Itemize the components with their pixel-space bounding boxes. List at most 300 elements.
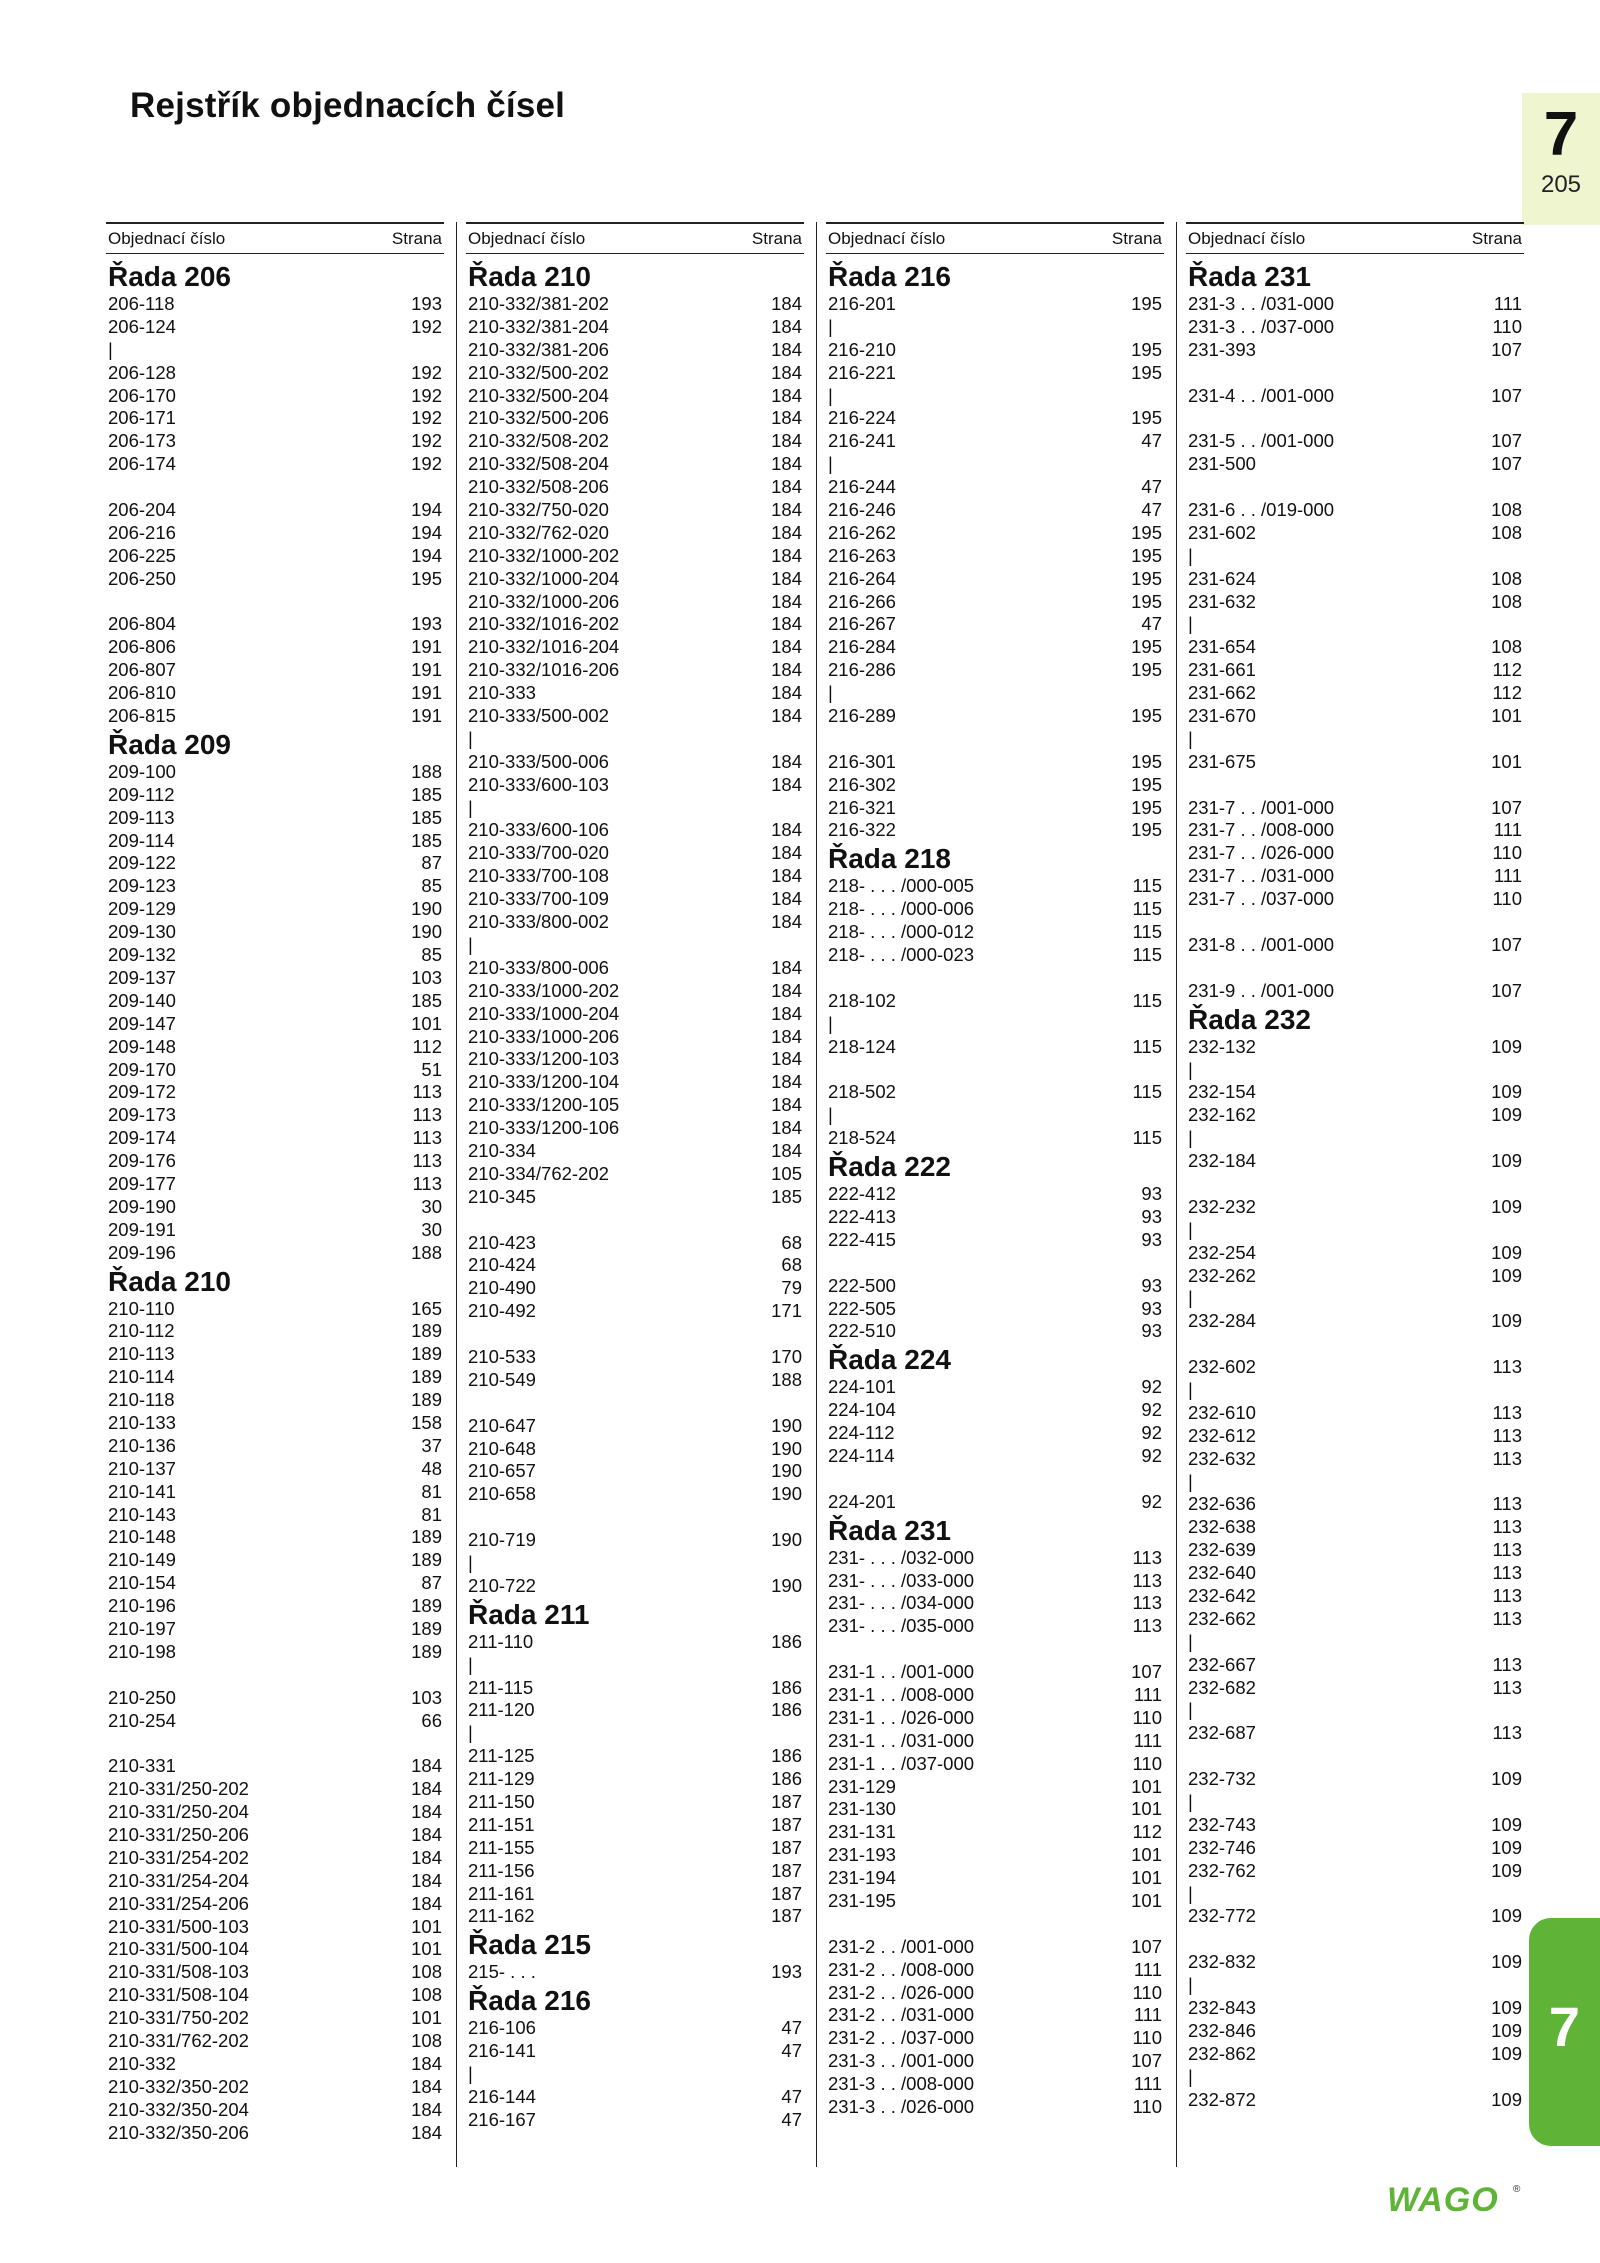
order-number: 231-131 bbox=[828, 1821, 896, 1843]
spacer bbox=[826, 1059, 1164, 1082]
page-reference: 85 bbox=[421, 875, 442, 897]
header-page: Strana bbox=[391, 228, 442, 248]
order-number: | bbox=[828, 1012, 833, 1034]
index-entry bbox=[1186, 1219, 1524, 1242]
index-entry bbox=[466, 1654, 804, 1677]
order-number: 210-196 bbox=[108, 1595, 176, 1617]
order-number: 209-170 bbox=[108, 1058, 176, 1080]
index-rows bbox=[1186, 260, 1524, 2111]
column-header bbox=[466, 222, 804, 254]
page-reference: 189 bbox=[411, 1640, 442, 1662]
page-reference: 191 bbox=[411, 636, 442, 658]
page-reference: 190 bbox=[771, 1574, 802, 1596]
index-entry bbox=[106, 545, 444, 568]
index-rows bbox=[106, 260, 444, 2144]
index-entry bbox=[826, 705, 1164, 728]
order-number: 210-331/250-204 bbox=[108, 1801, 249, 1823]
order-number: 216-262 bbox=[828, 521, 896, 543]
order-number: 210-423 bbox=[468, 1231, 536, 1253]
index-entry bbox=[466, 1140, 804, 1163]
page-reference: 107 bbox=[1491, 430, 1522, 452]
index-entry bbox=[826, 1320, 1164, 1343]
order-number: 210-333/1200-105 bbox=[468, 1094, 620, 1116]
page-reference: 115 bbox=[1132, 921, 1162, 943]
series-heading: Řada 211 bbox=[468, 1598, 590, 1630]
index-entry bbox=[1186, 1951, 1524, 1974]
order-number: 210-333/1200-103 bbox=[468, 1048, 620, 1070]
order-number: 210-331 bbox=[108, 1755, 176, 1777]
order-number: 209-148 bbox=[108, 1035, 176, 1057]
index-entry bbox=[826, 682, 1164, 705]
order-number: | bbox=[828, 315, 833, 337]
column-header bbox=[106, 222, 444, 254]
page-reference: 188 bbox=[411, 1241, 442, 1263]
order-number: | bbox=[1188, 727, 1193, 749]
order-number: 222-415 bbox=[828, 1228, 896, 1250]
page-reference: 192 bbox=[411, 407, 442, 429]
page-reference: 195 bbox=[1131, 773, 1162, 795]
index-entry bbox=[106, 568, 444, 591]
series-heading: Řada 218 bbox=[828, 843, 951, 875]
order-number: 231-675 bbox=[1188, 750, 1256, 772]
page-reference: 111 bbox=[1493, 293, 1522, 314]
page-reference: 187 bbox=[771, 1813, 802, 1835]
page-reference: 101 bbox=[1491, 750, 1522, 772]
index-entry bbox=[106, 1104, 444, 1127]
page-reference: 189 bbox=[411, 1320, 442, 1342]
order-number: 210-332/750-020 bbox=[468, 499, 609, 521]
page-reference: 113 bbox=[1492, 1401, 1522, 1423]
order-number: 231-1 . . /037-000 bbox=[828, 1752, 975, 1774]
page-reference: 113 bbox=[1492, 1424, 1522, 1446]
page-reference: 188 bbox=[771, 1368, 802, 1390]
index-entry bbox=[466, 957, 804, 980]
spacer bbox=[1186, 1928, 1524, 1951]
index-entry bbox=[826, 1206, 1164, 1229]
page-reference: 113 bbox=[412, 1127, 442, 1149]
page-reference: 113 bbox=[1492, 1653, 1522, 1675]
order-number: 206-806 bbox=[108, 636, 176, 658]
order-number: 210-118 bbox=[108, 1389, 175, 1411]
page-reference: 81 bbox=[421, 1503, 442, 1525]
index-entry bbox=[106, 2122, 444, 2145]
order-number: 232-602 bbox=[1188, 1356, 1256, 1378]
index-entry bbox=[106, 1938, 444, 1961]
chapter-number: 7 bbox=[1543, 100, 1579, 169]
index-entry bbox=[106, 1389, 444, 1412]
index-entry bbox=[466, 842, 804, 865]
index-entry bbox=[106, 316, 444, 339]
page-reference: 113 bbox=[1492, 1584, 1522, 1606]
order-number: 224-112 bbox=[828, 1422, 895, 1444]
index-entry bbox=[466, 316, 804, 339]
index-entry bbox=[106, 2030, 444, 2053]
spacer bbox=[826, 1638, 1164, 1661]
order-number: 209-137 bbox=[108, 966, 176, 988]
page-reference: 195 bbox=[1131, 659, 1162, 681]
order-number: | bbox=[828, 384, 833, 406]
series-heading: Řada 210 bbox=[108, 1265, 231, 1297]
page-reference: 101 bbox=[1131, 1844, 1162, 1866]
index-entry bbox=[466, 1369, 804, 1392]
order-number: | bbox=[1188, 1882, 1193, 1904]
order-number: 210-149 bbox=[108, 1549, 176, 1571]
page-reference: 193 bbox=[771, 1961, 802, 1983]
page-reference: 191 bbox=[411, 705, 442, 727]
page-reference: 112 bbox=[1492, 659, 1522, 681]
page-reference: 184 bbox=[771, 544, 802, 566]
index-entry bbox=[466, 865, 804, 888]
index-entry bbox=[1186, 888, 1524, 911]
order-number: 216-266 bbox=[828, 590, 896, 612]
page-reference: 111 bbox=[1493, 819, 1522, 841]
page-reference: 113 bbox=[1492, 1516, 1522, 1538]
index-entry bbox=[466, 568, 804, 591]
order-number: 231- . . . /035-000 bbox=[828, 1615, 975, 1637]
page-reference: 185 bbox=[771, 1185, 802, 1207]
order-number: 210-333/600-106 bbox=[468, 819, 609, 841]
index-entry bbox=[466, 1631, 804, 1654]
index-entry bbox=[106, 967, 444, 990]
order-number: 210-332/1000-202 bbox=[468, 544, 620, 566]
order-number: | bbox=[1188, 1127, 1193, 1149]
page-reference: 186 bbox=[771, 1676, 802, 1698]
page-reference: 184 bbox=[771, 1002, 802, 1024]
page-reference: 192 bbox=[411, 361, 442, 383]
spacer bbox=[106, 476, 444, 499]
column-header bbox=[826, 222, 1164, 254]
order-number: 231-195 bbox=[828, 1890, 896, 1911]
page-reference: 191 bbox=[411, 659, 442, 681]
index-entry bbox=[826, 1422, 1164, 1445]
index-entry bbox=[466, 499, 804, 522]
page-reference: 185 bbox=[411, 783, 442, 805]
page-reference: 30 bbox=[421, 1218, 442, 1240]
index-entry bbox=[1186, 316, 1524, 339]
order-number: 210-332/500-202 bbox=[468, 361, 609, 383]
page-reference: 184 bbox=[771, 567, 802, 589]
index-entry bbox=[1186, 591, 1524, 614]
order-number: 206-128 bbox=[108, 361, 176, 383]
order-number: 210-332/508-206 bbox=[468, 476, 609, 498]
page-reference: 108 bbox=[1491, 521, 1522, 543]
order-number: | bbox=[108, 338, 113, 360]
index-column-2 bbox=[466, 222, 804, 2132]
order-number: 206-174 bbox=[108, 453, 176, 475]
index-entry bbox=[826, 1275, 1164, 1298]
order-number: 216-321 bbox=[828, 796, 896, 818]
page-reference: 109 bbox=[1491, 1768, 1522, 1790]
order-number: 232-612 bbox=[1188, 1424, 1256, 1446]
page-reference: 110 bbox=[1492, 842, 1522, 864]
index-entry bbox=[106, 830, 444, 853]
order-number: 216-301 bbox=[828, 750, 896, 772]
series-heading: Řada 206 bbox=[108, 261, 231, 292]
page-reference: 101 bbox=[1131, 1867, 1162, 1889]
order-number: 209-196 bbox=[108, 1241, 176, 1263]
page-reference: 108 bbox=[1491, 590, 1522, 612]
page-title: Rejstřík objednacích čísel bbox=[130, 86, 566, 125]
order-number: 231-7 . . /031-000 bbox=[1188, 865, 1335, 887]
page-reference: 48 bbox=[421, 1457, 442, 1479]
index-entry bbox=[466, 1483, 804, 1506]
page-reference: 184 bbox=[411, 2098, 442, 2120]
index-entry bbox=[466, 522, 804, 545]
order-number: 211-150 bbox=[468, 1791, 535, 1812]
order-number: 216-322 bbox=[828, 819, 896, 841]
order-number: 231-3 . . /037-000 bbox=[1188, 315, 1335, 337]
page-reference: 110 bbox=[1132, 2027, 1162, 2049]
page-reference: 170 bbox=[771, 1345, 802, 1367]
index-entry bbox=[1186, 339, 1524, 362]
index-entry bbox=[1186, 2020, 1524, 2043]
page-reference: 184 bbox=[411, 1801, 442, 1823]
index-entry bbox=[106, 1173, 444, 1196]
spacer bbox=[106, 591, 444, 614]
page-reference: 189 bbox=[411, 1526, 442, 1548]
page-reference: 195 bbox=[1131, 796, 1162, 818]
page-reference: 184 bbox=[771, 1139, 802, 1161]
header-order-number: Objednací číslo bbox=[108, 228, 226, 248]
page-reference: 111 bbox=[1133, 2073, 1162, 2095]
page-reference: 190 bbox=[771, 1437, 802, 1459]
index-entry bbox=[1186, 1791, 1524, 1814]
wago-logo-text: WAGO bbox=[1387, 2181, 1499, 2216]
order-number: 210-331/508-103 bbox=[108, 1961, 249, 1983]
page-reference: 184 bbox=[411, 1824, 442, 1845]
index-entry bbox=[106, 407, 444, 430]
order-number: 216-144 bbox=[468, 2085, 536, 2107]
order-number: 211-162 bbox=[468, 1905, 535, 1927]
index-entry bbox=[1186, 1242, 1524, 1265]
order-number: 206-216 bbox=[108, 521, 176, 543]
index-entry bbox=[466, 1026, 804, 1049]
order-number: 210-332/500-206 bbox=[468, 407, 609, 429]
page-reference: 107 bbox=[1491, 453, 1522, 475]
page-reference: 110 bbox=[1132, 1706, 1162, 1728]
page-reference: 111 bbox=[1493, 865, 1522, 887]
index-entry bbox=[466, 1722, 804, 1745]
index-entry bbox=[1186, 934, 1524, 957]
index-entry bbox=[1186, 705, 1524, 728]
order-number: 222-510 bbox=[828, 1320, 896, 1342]
index-entry bbox=[106, 2007, 444, 2030]
page-reference: 110 bbox=[1132, 1981, 1162, 2003]
order-number: 210-137 bbox=[108, 1457, 176, 1479]
series-heading: Řada 210 bbox=[468, 261, 591, 292]
order-number: 218-524 bbox=[828, 1127, 896, 1149]
order-number: 216-106 bbox=[468, 2017, 536, 2039]
order-number: 232-636 bbox=[1188, 1493, 1256, 1515]
page-reference: 81 bbox=[421, 1480, 442, 1502]
order-number: 232-682 bbox=[1188, 1676, 1256, 1698]
index-entry bbox=[826, 819, 1164, 842]
index-entry bbox=[106, 430, 444, 453]
order-number: 232-284 bbox=[1188, 1310, 1256, 1332]
index-entry bbox=[106, 339, 444, 362]
order-number: 216-284 bbox=[828, 636, 896, 658]
page-reference: 103 bbox=[411, 1686, 442, 1708]
index-entry bbox=[826, 1776, 1164, 1799]
index-entry bbox=[106, 1435, 444, 1458]
page-reference: 47 bbox=[1141, 476, 1162, 498]
order-number: 210-332/1000-204 bbox=[468, 567, 620, 589]
index-entry bbox=[466, 385, 804, 408]
index-entry bbox=[1186, 2043, 1524, 2066]
page-reference: 112 bbox=[412, 1035, 442, 1057]
index-entry bbox=[1186, 819, 1524, 842]
page-reference: 184 bbox=[771, 842, 802, 864]
index-entry bbox=[826, 568, 1164, 591]
spacer bbox=[466, 1506, 804, 1529]
order-number: 231-500 bbox=[1188, 453, 1256, 475]
page-reference: 171 bbox=[771, 1300, 802, 1322]
order-number: 231-1 . . /026-000 bbox=[828, 1706, 975, 1728]
order-number: 210-334 bbox=[468, 1139, 536, 1161]
page-reference: 111 bbox=[1133, 1958, 1162, 1980]
page-reference: 113 bbox=[412, 1081, 442, 1103]
page-reference: 47 bbox=[781, 2017, 802, 2039]
index-entry bbox=[466, 1791, 804, 1814]
order-number: 210-332/508-202 bbox=[468, 430, 609, 452]
order-number: 210-719 bbox=[468, 1529, 536, 1551]
order-number: 216-246 bbox=[828, 499, 896, 521]
index-entry bbox=[106, 1916, 444, 1939]
order-number: 206-804 bbox=[108, 613, 176, 635]
index-entry bbox=[826, 2004, 1164, 2027]
index-entry bbox=[466, 339, 804, 362]
index-entry bbox=[826, 2027, 1164, 2050]
page-reference: 109 bbox=[1491, 2019, 1522, 2041]
page-reference: 195 bbox=[1131, 567, 1162, 589]
index-entry bbox=[106, 898, 444, 921]
index-entry bbox=[466, 1277, 804, 1300]
index-entry bbox=[826, 1445, 1164, 1468]
order-number: 210-198 bbox=[108, 1640, 176, 1662]
header-page: Strana bbox=[1471, 228, 1522, 248]
order-number: 216-210 bbox=[828, 338, 896, 360]
index-entry bbox=[826, 2096, 1164, 2119]
page-reference: 112 bbox=[1492, 682, 1522, 704]
index-entry bbox=[106, 1893, 444, 1916]
order-number: 206-204 bbox=[108, 499, 176, 521]
page-reference: 47 bbox=[781, 2085, 802, 2107]
spacer bbox=[106, 1732, 444, 1755]
order-number: 231-3 . . /026-000 bbox=[828, 2096, 975, 2118]
order-number: 206-124 bbox=[108, 315, 176, 337]
index-entry bbox=[1186, 1585, 1524, 1608]
index-entry bbox=[826, 2050, 1164, 2073]
index-entry bbox=[1186, 1036, 1524, 1059]
page-reference: 187 bbox=[771, 1836, 802, 1858]
index-entry bbox=[1186, 865, 1524, 888]
order-number: 210-333/1200-104 bbox=[468, 1071, 620, 1093]
order-number: 232-662 bbox=[1188, 1607, 1256, 1629]
order-number: 210-647 bbox=[468, 1414, 536, 1436]
order-number: 231-670 bbox=[1188, 705, 1256, 727]
page-reference: 92 bbox=[1141, 1399, 1162, 1421]
page-reference: 92 bbox=[1141, 1444, 1162, 1466]
index-entry bbox=[106, 2099, 444, 2122]
index-entry bbox=[1186, 1493, 1524, 1516]
series-heading: Řada 215 bbox=[468, 1929, 591, 1961]
index-entry bbox=[826, 1661, 1164, 1684]
order-number: 210-332/350-202 bbox=[108, 2075, 249, 2097]
order-number: 232-743 bbox=[1188, 1813, 1256, 1835]
page-reference: 113 bbox=[412, 1104, 442, 1126]
index-entry bbox=[826, 751, 1164, 774]
order-number: 231-3 . . /008-000 bbox=[828, 2073, 975, 2095]
page-reference: 185 bbox=[411, 806, 442, 828]
page-reference: 115 bbox=[1132, 1035, 1162, 1057]
order-number: 210-331/254-204 bbox=[108, 1869, 249, 1891]
index-entry bbox=[106, 1778, 444, 1801]
index-entry bbox=[1186, 636, 1524, 659]
order-number: | bbox=[1188, 2065, 1193, 2087]
page-reference: 186 bbox=[771, 1699, 802, 1721]
index-entry bbox=[1186, 1104, 1524, 1127]
index-entry bbox=[826, 774, 1164, 797]
page-reference: 101 bbox=[411, 1012, 442, 1034]
page-reference: 195 bbox=[1131, 544, 1162, 566]
page-reference: 113 bbox=[1492, 1722, 1522, 1744]
order-number: | bbox=[468, 727, 473, 749]
index-entry bbox=[106, 761, 444, 784]
index-entry bbox=[826, 1753, 1164, 1776]
page-reference: 110 bbox=[1132, 1752, 1162, 1774]
page-reference: 190 bbox=[411, 921, 442, 943]
index-entry bbox=[466, 1438, 804, 1461]
index-entry bbox=[826, 898, 1164, 921]
page-reference: 87 bbox=[421, 1572, 442, 1594]
index-entry bbox=[826, 1867, 1164, 1890]
order-number: 210-333/800-006 bbox=[468, 956, 609, 978]
index-entry bbox=[106, 1366, 444, 1389]
page-reference: 184 bbox=[771, 1025, 802, 1047]
index-entry bbox=[466, 591, 804, 614]
order-number: 210-332/1016-202 bbox=[468, 613, 620, 635]
page-reference: 107 bbox=[1131, 1661, 1162, 1683]
order-number: 206-807 bbox=[108, 659, 176, 681]
index-entry bbox=[106, 1984, 444, 2007]
page-reference: 187 bbox=[771, 1882, 802, 1904]
index-entry bbox=[1186, 1997, 1524, 2020]
index-entry bbox=[466, 2040, 804, 2063]
order-number: 209-112 bbox=[108, 783, 175, 805]
page-reference: 93 bbox=[1141, 1228, 1162, 1250]
order-number: 210-332/350-206 bbox=[108, 2121, 249, 2143]
index-entry bbox=[1186, 1883, 1524, 1906]
order-number: 216-221 bbox=[828, 361, 896, 383]
spacer bbox=[1186, 1333, 1524, 1356]
page-reference: 190 bbox=[771, 1414, 802, 1436]
order-number: 232-843 bbox=[1188, 1997, 1256, 2019]
page-reference: 184 bbox=[771, 1094, 802, 1116]
order-number: 232-862 bbox=[1188, 2042, 1256, 2064]
page-reference: 185 bbox=[411, 989, 442, 1011]
order-number: 206-170 bbox=[108, 384, 176, 406]
page-reference: 184 bbox=[411, 2121, 442, 2143]
index-entry bbox=[1186, 1539, 1524, 1562]
index-entry bbox=[466, 1003, 804, 1026]
page-reference: 108 bbox=[411, 2030, 442, 2052]
order-number: 211-120 bbox=[468, 1699, 535, 1721]
index-entry bbox=[106, 705, 444, 728]
index-entry bbox=[466, 980, 804, 1003]
index-entry bbox=[106, 1687, 444, 1710]
order-number: 210-490 bbox=[468, 1277, 536, 1299]
page-reference: 111 bbox=[1133, 2004, 1162, 2026]
